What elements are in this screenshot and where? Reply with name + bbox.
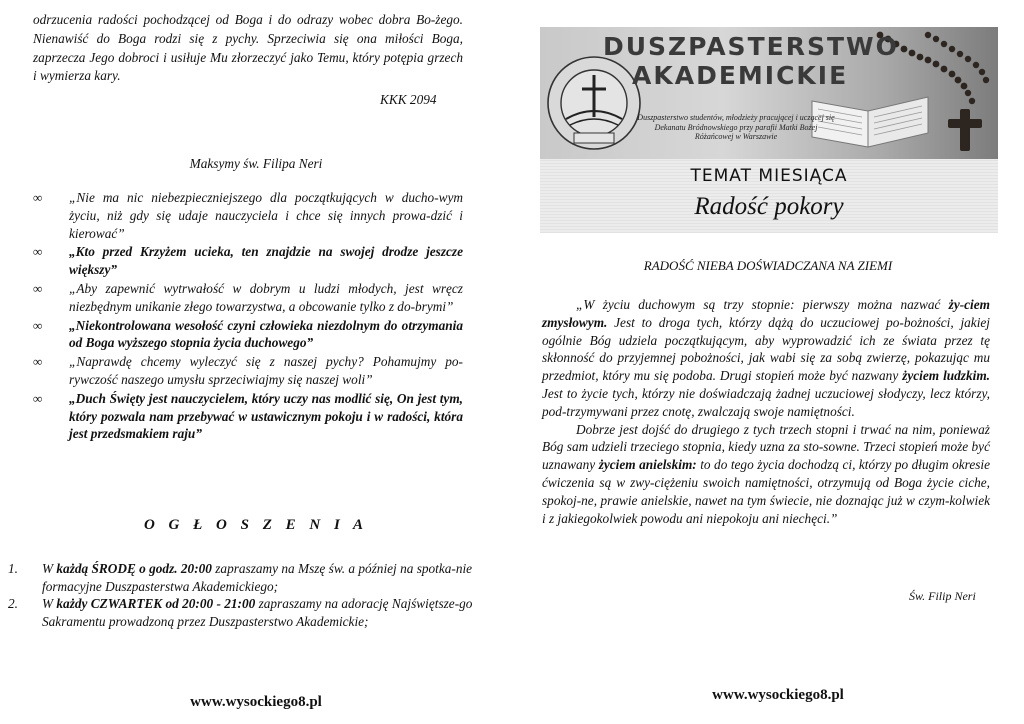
paragraph-text: Jest to życie tych, którzy nie doświadczają żadnej uczuciowej słodyczy, lecz którzy, pod-trzymywani przez cnotę, zwalczają swoje namiętności. <box>542 385 990 419</box>
announcement-text: zapraszamy na Mszę św. a później na spotka-nie formacyjne Duszpasterstwa Akademickiego; <box>42 561 473 594</box>
announcements-list <box>8 560 508 630</box>
announcement-number: 2. <box>8 596 18 611</box>
maxim-item <box>33 317 463 353</box>
header-banner <box>540 27 998 233</box>
emphasized-term: życiem anielskim: <box>598 457 697 473</box>
announcement-text: zapraszamy na adorację Najświętsze-go Sakramentu prowadzoną przez Duszpasterstwo Akademickie; <box>42 596 473 629</box>
paragraph-text: „W życiu duchowym są trzy stopnie: pierwszy można nazwać <box>576 297 949 312</box>
maxim-text: „Niekontrolowana wesołość czyni człowieka niezdolnym do otrzymania od Boga wyższego stopnia życia duchowego” <box>69 317 463 351</box>
maxim-text: „Nie ma nic niebezpieczniejszego dla początkujących w ducho-wym życiu, niż gdy się udaje nauczyciela i chce się innych prowa-dzić i kierować” <box>69 190 463 241</box>
announcement-time: każdy CZWARTEK od 20:00 - 21:00 <box>56 596 256 611</box>
maxim-item <box>33 243 463 279</box>
website-url[interactable]: www.wysockiego8.pl <box>712 687 844 703</box>
ministry-seal-logo <box>544 53 644 153</box>
topic-title: Radość pokory <box>694 193 844 220</box>
article-body <box>542 296 990 527</box>
website-url[interactable]: www.wysockiego8.pl <box>190 694 322 710</box>
maxim-text: „Kto przed Krzyżem ucieka, ten znajdzie na swojej drodze jeszcze większy” <box>69 244 463 278</box>
topic-box <box>540 159 998 233</box>
banner-top <box>540 27 998 159</box>
intro-paragraph: odrzucenia radości pochodzącej od Boga i do odrazy wobec dobra Bo-żego. Nienawiść do Boga rodzi się z pychy. Sprzeciwia się ona miłości Boga, zaprzecza Jego dobroci i usiłuje Mu złorzeczyć jako Temu, który potępia grzech i wymierza kary. <box>33 12 463 84</box>
infinity-bullet-icon: ∞ <box>33 190 43 205</box>
catechism-citation: KKK 2094 <box>380 92 437 107</box>
paragraph-text: Jest to droga tych, którzy dążą do uczuciowej po-bożności, jakiej ogólnie Bóg udziela początkującym, aby wyprowadzić ich ze świata przez tę skłonność do przyjemnej pobożności, jak wabi się za sobą zwierzę, pokazując mu przedmiot, który mu się podoba. Drugi stopień może być nazwany <box>542 314 990 384</box>
infinity-bullet-icon: ∞ <box>33 280 43 296</box>
emphasized-term: ży-ciem zmysłowym. <box>542 297 990 330</box>
emphasized-term: życiem ludzkim. <box>902 368 990 384</box>
infinity-bullet-icon: ∞ <box>33 354 43 370</box>
infinity-bullet-icon: ∞ <box>33 317 43 333</box>
paragraph-text: to do tego życia dochodzą ci, którzy po długim okresie ćwiczenia są w zwy-ciężeniu swoich namiętności, otrzymują od Boga życie ciche, spokoj-ne, prawie anielskie, nawet na tym świecie, nie doznając już w czym-kolwiek i z jakiegokolwiek powodu ani niepokoju ani niechęci.” <box>542 457 990 526</box>
topic-label: TEMAT MIESIĄCA <box>690 166 848 186</box>
announcements-title: O G Ł O S Z E N I A <box>143 517 369 533</box>
maxim-text: „Aby zapewnić wytrwałość w dobrym u ludzi młodych, jest wręcz niezbędnym unikanie złego towarzystwa, a obcowanie tylko z do-brymi” <box>69 280 463 314</box>
banner-description: Duszpasterstwo studentów, młodzieży pracującej i uczącej się Dekanatu Bródnowskiego przy parafii Matki Bożej Różańcowej w Warszawie <box>637 113 835 141</box>
right-page <box>512 0 1024 724</box>
article-paragraph <box>542 421 990 528</box>
maxim-item <box>33 390 463 443</box>
maxim-text: „Duch Święty jest nauczycielem, który uczy nas modlić się, On jest tym, który pozwala nam przebywać w ustawicznym pokoju i w radości, która jest przedsmakiem raju” <box>69 390 463 442</box>
article-paragraph <box>542 296 990 421</box>
maxims-list <box>33 189 463 444</box>
article-title: RADOŚĆ NIEBA DOŚWIADCZANA NA ZIEMI <box>643 258 893 273</box>
banner-title-line2: AKADEMICKIE <box>632 61 849 90</box>
maxim-text: „Naprawdę chcemy wyleczyć się z naszej pychy? Pohamujmy po-rywczość naszego umysłu sprzeciwiajmy się naszej woli” <box>69 354 463 387</box>
announcement-text: W <box>42 561 57 576</box>
maxims-title: Maksymy św. Filipa Neri <box>189 156 323 171</box>
infinity-bullet-icon: ∞ <box>33 390 43 406</box>
maxim-item <box>33 189 463 242</box>
infinity-bullet-icon: ∞ <box>33 244 43 260</box>
maxim-item <box>33 280 463 316</box>
announcement-item <box>8 595 508 630</box>
announcement-text: W <box>42 596 57 611</box>
announcement-number: 1. <box>8 561 18 576</box>
announcement-item <box>8 560 508 595</box>
quote-author: Św. Filip Neri <box>909 589 976 603</box>
announcement-time: każdą ŚRODĘ o godz. 20:00 <box>56 561 212 576</box>
paragraph-text: Dobrze jest dojść do drugiego z tych trzech stopni i trwać na nim, ponieważ Bóg sam udzieli trzeciego stopnia, kiedy uzna za sto-sowne. Trzeci stopień może być uznawany <box>542 421 990 473</box>
banner-title-line1: DUSZPASTERSTWO <box>603 32 899 61</box>
maxim-item <box>33 353 463 389</box>
